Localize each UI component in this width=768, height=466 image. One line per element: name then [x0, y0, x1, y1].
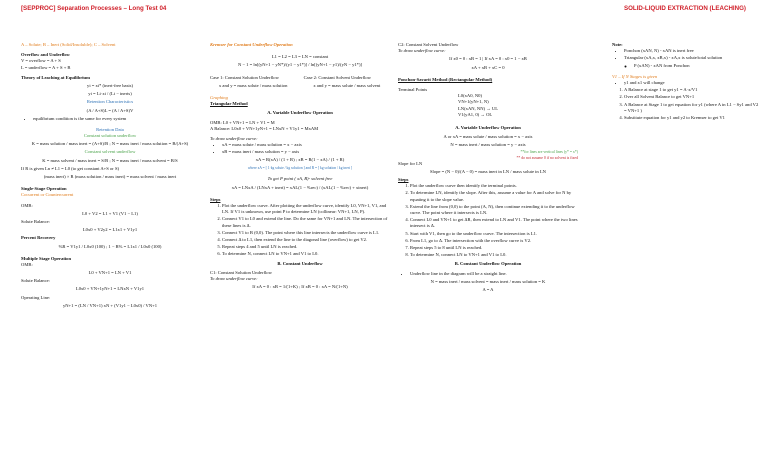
multi-stage: Multiple Stage Operation: [21, 255, 72, 261]
const-b: • Underflow line in the diagram will be a straight line.: [410, 271, 578, 277]
omb: OMB: L0 + VN+1 = LN + V1 = M: [210, 119, 275, 125]
triangular: Triangular Method: [210, 101, 248, 107]
const-eq: N = mass inert / mass solvent = mass inert / mass solution = K: [430, 278, 546, 284]
column-4: [612, 42, 762, 122]
retention-char-eq: (A / A+S)L = (A / A+S)V: [86, 107, 134, 113]
solute-balance-label: Solute Balance:: [21, 218, 50, 224]
omb2-label: OMB:: [21, 261, 33, 267]
c2-eq: If x0 = 0 : xB = 1 | If xA = 0 : x0 = 1 − xB: [449, 56, 527, 62]
draw-uf: To draw underflow curve:: [210, 135, 258, 141]
theory-title: Theory of Leaching at Equilibrium: [21, 74, 90, 80]
step-item: 4. Connect Δ to L1, then extend the line to the diagonal line (overflow) to get V2.: [222, 237, 390, 243]
retention-char: Retention Characteristics: [86, 99, 134, 105]
c1: C1: Constant Solution Underflow: [210, 269, 272, 275]
steps-title: Steps: [398, 177, 409, 183]
tp4: V1(yA1, 0) → OL: [458, 111, 493, 117]
step-item: 6. To determine N, connect LN to VN+1 and V1 to L0.: [222, 251, 390, 257]
c2: C2: Constant Solvent Underflow: [398, 42, 459, 47]
header-right: SOLID-LIQUID EXTRACTION (LEACHING): [623, 5, 746, 12]
if-n-eq: (mass inert) × R (mass solution / mass inert) = mass solvent / mass inert: [43, 174, 177, 179]
overflow-eq1: V = overflow = A + S: [21, 58, 61, 64]
const-eq2: A = A: [482, 286, 494, 292]
to-get: To get P point ( xA, B)- solvent free: [267, 176, 333, 182]
draw-note: where xA = [ 1·kg solute / kg solution ] and R = [ kg solution / kg inert ]: [247, 165, 353, 170]
case2: Case 2: Constant Solvent Underflow: [303, 74, 371, 80]
draw-eq: xA = R(xA) / (1 + R) ; xB = R(1 − xA) / (1 + R): [255, 157, 345, 163]
column-1: [21, 42, 199, 311]
kremser-eq2: N − 1 = ln[(yN+1 − yN*)/(y1 − y1*)] / ln[(yN+1 − y1)/(yN − y1*)]: [237, 62, 363, 68]
step-item: 4. Connect L0 and VN+1 to get ΔR, then extend to LN and V1. The point where the two lines intersect is Δ.: [410, 217, 578, 229]
step-item: 8. To determine N, connect LN to VN+1 and V1 to L0.: [410, 252, 578, 258]
theory-eq2: yi = Li·xi / (Li − inerts): [88, 91, 132, 97]
const-solvent-eq: K = mass solvent / mass inert = S/B ; N = mass inert / mass solvent = B/S: [42, 157, 178, 163]
draw-b2: • xB = mass inert / mass solution = y − axis: [222, 149, 390, 155]
steps-title: Steps: [210, 196, 221, 202]
op-line-label: Operating Line:: [21, 294, 51, 300]
ponchon: Ponchon-Savarit Method (Rectangular Method): [398, 76, 493, 82]
step-item: 5. Repeat steps 4 and 5 until LN is reached.: [222, 244, 390, 250]
graphing: Graphing: [210, 94, 228, 100]
const-uf: B. Constant Underflow: [277, 260, 323, 266]
omb2-eq: L0 + VN+1 = LN + V1: [88, 270, 132, 276]
const-solution-eq: K = mass solution / mass inert = (A+S)/B ; N = mass inert / mass solution = B/(A+S): [31, 141, 189, 147]
if-n-given: If R is given Ln ≠ L1 = L0 (to get constant A+S or S): [21, 165, 120, 171]
equil-bullet: • equilibrium condition is the same for every system: [33, 116, 199, 122]
omb-label: OMB:: [21, 202, 33, 208]
step-item: 5. Start with V1, then go to the underflow curve. The intersection is L1.: [410, 231, 578, 237]
step-item: 3. Connect V1 to B (0,0). The point where this line intersects the underflow curve is L1.: [222, 230, 390, 236]
draw-uf: To draw underflow curve:: [398, 48, 446, 54]
sum-eq: xA + xB + xC = 0: [471, 64, 505, 70]
note-item: • Triangular (xA,x, xB,x) - xA,x is solute/total solution: [624, 55, 762, 61]
overflow-title: Overflow and Underflow: [21, 52, 70, 58]
omb-eq: L0 + V2 = L1 + V1 (V1 − L1): [82, 210, 138, 216]
pct-recovery: Percent Recovery: [21, 235, 56, 241]
green-note: **for lines are vertical lines (y* = x*): [520, 150, 578, 155]
tp1: L0(xA0, N0): [458, 93, 482, 99]
slope-for: Slope for LN: [398, 160, 423, 166]
column-3: [398, 42, 578, 295]
case2-eq: x and y = mass solute / mass solvent: [313, 82, 381, 88]
vy-step: 2. Over all Solvent Balance to get VN+1: [624, 94, 762, 100]
note-item: ◦ P (xAN) - xAN from Ponchon: [634, 63, 762, 69]
note-title: Note:: [612, 42, 623, 47]
red-note: ** do not assume 0 if no solvent is fixed: [516, 155, 578, 160]
op-eq: yN+1 = (LN / VN+1) xN + (V1y1 − L0x0) / VN+1: [62, 302, 158, 308]
solute-balance2-label: Solute Balance:: [21, 278, 50, 284]
step-item: 2. Connect V1 to L0 and extend the line. Do the same for VN+1 and LN. The intersection of these lines is Δ.: [222, 216, 390, 228]
terminal: Terminal Points: [398, 86, 428, 92]
vy-sub: • y1 and x1 will change: [624, 80, 762, 86]
single-stage: Single-Stage Operation: [21, 186, 67, 192]
a-eq2: N = mass inert / mass solution = y − axis: [450, 142, 526, 148]
c1-eq: If xA = 0 : xB = 1/(1+K) ; If xB = 0 : xA = N/(1+N): [252, 284, 348, 290]
solute2-eq: L0x0 + VN+1yN+1 = LNxN + V1y1: [75, 286, 145, 292]
var-uf: A. Variable Underflow Operation: [267, 110, 333, 116]
to-get-eq: xA = LNxA / (LNxA + inert) = xAL(1 − %rec) / (xAL(1 − %rec) + xinert): [231, 184, 369, 190]
header-left: [SEPPROC] Separation Processes – Long Test 04: [21, 5, 167, 12]
tp3: LN(xAN, NN) → UL: [458, 105, 499, 111]
vy-step: 1. A Balance at stage 1 to get y1 = A·x/V1: [624, 87, 762, 93]
kremser-eq1: L1 = L2 = L3 = LN = constant: [271, 54, 329, 60]
const-uf: B. Constant Underflow Operation: [454, 261, 522, 267]
concurrent: Cocurrent or Countercurrent: [21, 192, 74, 198]
case1-eq: x and y = mass solute / mass solution: [218, 82, 288, 88]
step-item: 7. Repeat steps 5 to 8 until LN is reached.: [410, 245, 578, 251]
note-item: • Ponchon (xAN, N) - xAN is inert free: [624, 48, 762, 54]
legend: A – Solute; B – Inert (Solid/Insoluble); C – Solvent: [21, 42, 116, 47]
a-eq1: A or xA = mass solute / mass solution = x − axis: [443, 134, 533, 140]
tp2: VN+1(yN+1, N): [458, 99, 489, 105]
vy-title: V1 – If N Stages is given: [612, 73, 658, 79]
step-item: 3. Extend the line from (0,0) to the point (A, N), then continue extending it to the underflow curve. The point where it intersects is LN.: [410, 204, 578, 216]
draw-uf2: To draw underflow curve:: [210, 275, 258, 281]
var-uf: A. Variable Underflow Operation: [455, 124, 521, 130]
step-item: 2. To determine LN, identify the slope. After this, assume a value for A and solve for N by equating it to the slope value.: [410, 190, 578, 202]
vy-step: 3. A Balance at Stage 1 to get equation for y1 (where A in L1 − Sy1 and V2 = VN+1 ): [624, 102, 762, 114]
draw-b1: • xA = mass solute / mass solution = x − axis: [222, 142, 390, 148]
step-item: 1. Plot the underflow curve then identify the terminal points.: [410, 183, 578, 189]
column-2: [210, 42, 390, 292]
slope-eq: Slope = (N − 0)/(A − 0) = mass inert in LN / mass solute in LN: [429, 168, 546, 174]
retention-data: Retention Data: [96, 126, 124, 132]
step-item: 1. Plot the underflow curve. After plotting the underflow curve, identify L0, VN+1, V1, and LN. If V1 is unknown, use point P to determine LN (collinear: VN+1, LN, P).: [222, 203, 390, 215]
kremser-title: Kremser for Constant Underflow Operation: [210, 42, 293, 47]
vy-step: 4. Substitute equation for y1 and y2 to Kremser to get V1: [624, 115, 762, 121]
abal: A Balance: L0x0 + VN+1yN+1 = LNxN + V1y1 = MxAM: [210, 125, 319, 131]
pct-eq: %R = V1y1 / L0x0 (100) ; 1 − R% = L1x1 / L0x0 (100): [58, 243, 162, 249]
solute-eq: L0x0 + V2y2 = L1x1 + V1y1: [82, 227, 138, 233]
step-item: 6. From L1, go to Δ. The intersection with the overflow curve is V2.: [410, 238, 578, 244]
theory-eq1: yi = xi* (inert-free basis): [87, 82, 133, 88]
const-solvent-uf: Constant solvent underflow: [84, 149, 136, 155]
const-solution-uf: Constant solution underflow: [83, 133, 137, 139]
case1: Case 1: Constant Solution Underflow: [210, 74, 279, 80]
overflow-eq2: L = underflow = A + S + B: [21, 64, 71, 70]
